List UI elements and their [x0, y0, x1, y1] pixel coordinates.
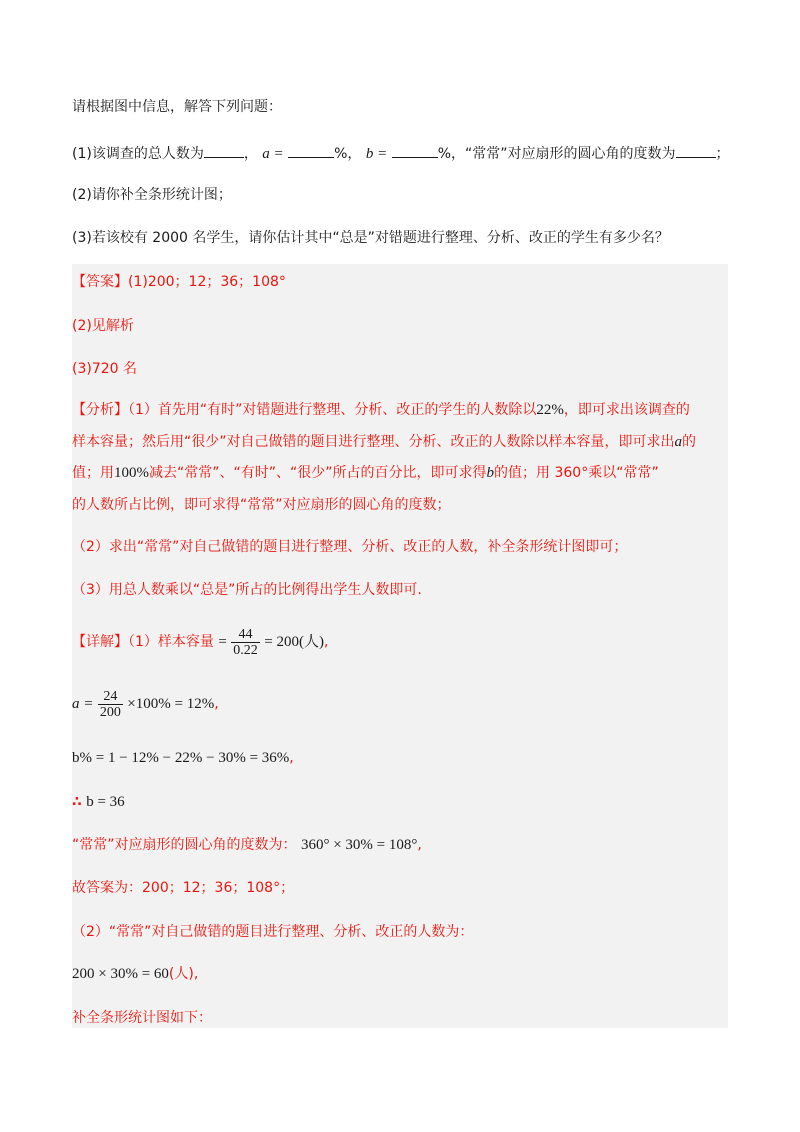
answer-line-1 [72, 272, 286, 292]
unit-person: (人) [298, 634, 324, 650]
q1-pct2: %，“常常”对应扇形的圆心角的度数为 [437, 146, 676, 162]
math-var-a: a [674, 434, 683, 450]
detail-line-4 [72, 792, 125, 812]
analysis-line-2 [72, 432, 696, 452]
detail-line-8 [72, 964, 198, 984]
answer-blank-a [288, 142, 334, 158]
q1-end: ； [715, 146, 730, 162]
punct: , [289, 750, 294, 766]
q1-prefix: (1)该调查的总人数为 [72, 146, 204, 162]
question-1 [72, 142, 730, 164]
q1-b-label: b = [365, 146, 388, 162]
math-result: = 200 [264, 634, 299, 650]
analysis-text: ，即可求出该调查的 [563, 402, 690, 418]
detail-line-7: （2）“常常”对自己做错的题目进行整理、分析、改正的人数为： [72, 924, 474, 940]
answer-3: (3)720 名 [72, 361, 138, 377]
detail-line-1 [72, 626, 328, 658]
analysis-label: 【分析】 [72, 402, 128, 418]
unit-person: (人) [168, 966, 194, 982]
q1-a-label: a = [262, 146, 284, 162]
q1-sep: ， [243, 146, 258, 162]
punct: , [323, 634, 329, 650]
analysis-line-5: （2）求出“常常”对自己做错的题目进行整理、分析、改正的人数，补全条形统计图即可； [72, 539, 628, 555]
analysis-text: 值；用 [72, 465, 114, 481]
analysis-text: 样本容量；然后用“很少”对自己做错的题目进行整理、分析、改正的人数除以样本容量，即可求出 [72, 434, 675, 450]
detail-line-9: 补全条形统计图如下： [72, 1010, 212, 1026]
detail-line-2 [72, 688, 219, 720]
detail-line-3 [72, 748, 294, 768]
analysis-text: 的 [682, 434, 697, 450]
detail-text: “常常”对应扇形的圆心角的度数为： [72, 837, 297, 853]
analysis-line-3 [72, 463, 659, 483]
fraction-numerator: 44 [238, 626, 253, 642]
analysis-line-1 [72, 400, 690, 420]
math-b-value: b = 36 [86, 794, 125, 810]
math-22pct: 22% [536, 402, 564, 418]
detail-text: （1）样本容量 [128, 634, 214, 650]
analysis-text: 减去“常常”、“有时”、“很少”所占的百分比，即可求得 [149, 465, 487, 481]
analysis-line-4: 的人数所占比例，即可求得“常常”对应扇形的圆心角的度数； [72, 497, 451, 513]
math-count: 200 × 30% = 60 [72, 966, 169, 982]
analysis-text: 的值；用 360°乘以“常常” [494, 465, 659, 481]
math-angle: 360° × 30% = 108° [300, 837, 418, 853]
question-2: (2)请你补全条形统计图； [72, 187, 232, 203]
analysis-text: （1）首先用“有时”对错题进行整理、分析、改正的学生的人数除以 [128, 402, 537, 418]
q1-pct1: %， [334, 146, 362, 162]
math-eq: = [218, 634, 227, 650]
punct: , [193, 966, 199, 982]
punct: , [214, 696, 219, 712]
question-intro: 请根据图中信息，解答下列问题： [72, 99, 282, 115]
answer-blank-angle [676, 142, 716, 158]
detail-label: 【详解】 [72, 634, 128, 650]
analysis-line-6: （3）用总人数乘以“总是”所占的比例得出学生人数即可. [72, 582, 422, 598]
math-b-percent: b% = 1 − 12% − 22% − 30% = 36% [72, 750, 290, 766]
answer-2: (2)见解析 [72, 318, 134, 334]
math-100pct: 100% [114, 465, 149, 481]
fraction-denominator: 200 [99, 704, 121, 720]
math-expression: ×100% = 12% [127, 696, 215, 712]
fraction-44-over-022 [231, 627, 260, 658]
fraction-numerator: 24 [103, 688, 118, 704]
question-3: (3)若该校有 2000 名学生，请你估计其中“总是”对错题进行整理、分析、改正的学生有多少名？ [72, 230, 669, 246]
punct: , [417, 837, 422, 853]
answer-blank-total [204, 142, 244, 158]
math-var-b: b [486, 465, 495, 481]
detail-line-5 [72, 835, 422, 855]
therefore-symbol: ∴ [72, 794, 82, 810]
answer-label: 【答案】 [72, 274, 128, 290]
math-a-eq: a = [72, 696, 94, 712]
fraction-24-over-200 [98, 689, 123, 720]
fraction-denominator: 0.22 [233, 642, 258, 658]
detail-line-6: 故答案为：200；12；36；108°； [72, 880, 295, 896]
answer-1: (1)200；12；36；108° [128, 274, 286, 290]
answer-blank-b [392, 142, 438, 158]
